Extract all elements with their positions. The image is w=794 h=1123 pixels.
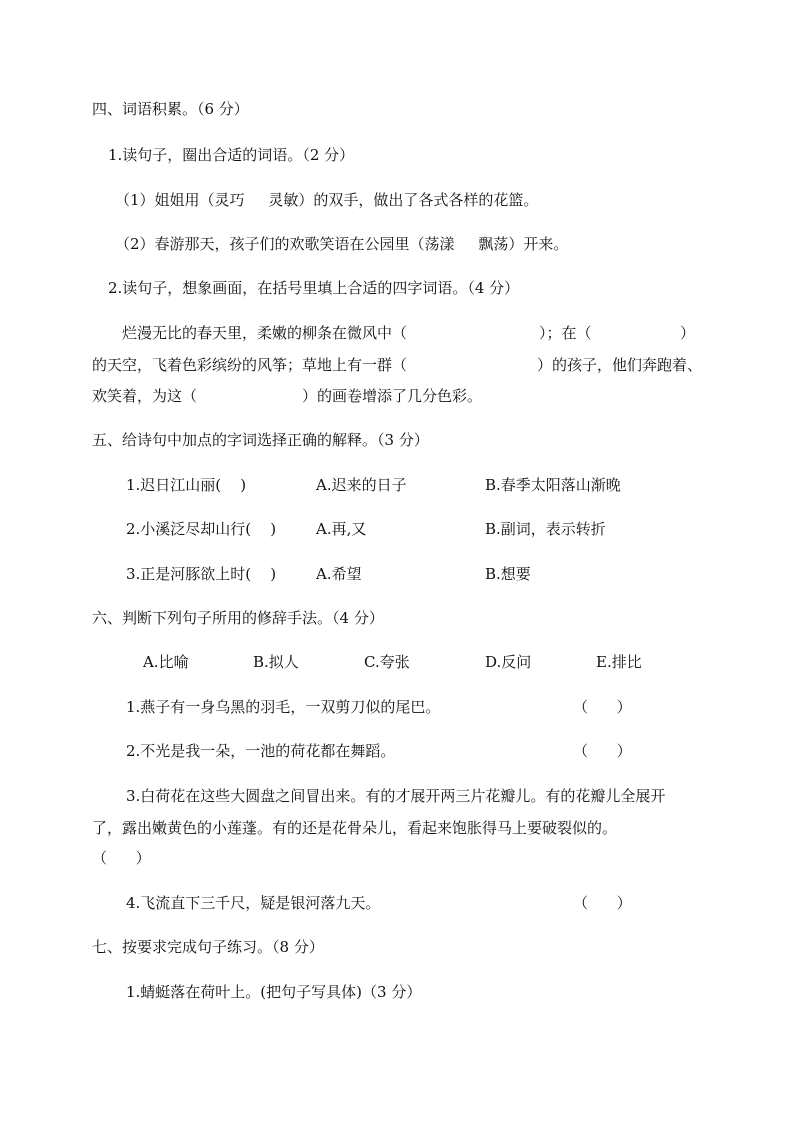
passage-line-3-b: ）的画卷增添了几分色彩。 xyxy=(302,387,483,405)
passage-line-1-a: 烂漫无比的春天里，柔嫩的柳条在微风中（ xyxy=(122,324,408,342)
question-7-1: 1.蜻蜓落在荷叶上。(把句子写具体)（3 分） xyxy=(126,983,422,1001)
passage-line-3-a: 欢笑着，为这（ xyxy=(92,387,198,405)
poem-item-1-option-b: B.春季太阳落山渐晚 xyxy=(485,476,621,494)
rhetoric-question-3-line-1: 3.白荷花在这些大圆盘之间冒出来。有的才展开两三片花瓣儿。有的花瓣儿全展开 xyxy=(126,787,666,805)
answer-bracket-1: （ ） xyxy=(573,698,632,716)
rhetoric-option-a: A.比喻 xyxy=(143,653,189,671)
poem-item-3-option-a: A.希望 xyxy=(316,565,362,583)
question-4-2: 2.读句子，想象画面，在括号里填上合适的四字词语。（4 分） xyxy=(108,279,520,297)
question-4-1-item-2: （2）春游那天，孩子们的欢歌笑语在公园里（荡漾 飘荡）开来。 xyxy=(115,235,569,253)
rhetoric-question-4: 4.飞流直下三千尺，疑是银河落九天。 xyxy=(126,894,381,912)
question-4-1-item-1: （1）姐姐用（灵巧 灵敏）的双手，做出了各式各样的花篮。 xyxy=(115,191,539,209)
answer-bracket-3: （ ） xyxy=(92,849,151,867)
answer-bracket-4: （ ） xyxy=(573,894,632,912)
poem-item-1-question: 1.迟日江山丽( ) xyxy=(126,476,247,494)
rhetoric-option-c: C.夸张 xyxy=(364,653,410,671)
poem-item-2-option-a: A.再,又 xyxy=(316,520,367,538)
section-7-title: 七、按要求完成句子练习。（8 分） xyxy=(92,938,324,956)
rhetoric-option-b: B.拟人 xyxy=(253,653,299,671)
answer-bracket-2: （ ） xyxy=(573,742,632,760)
question-4-1: 1.读句子，圈出合适的词语。（2 分） xyxy=(108,146,355,164)
rhetoric-question-2: 2.不光是我一朵，一池的荷花都在舞蹈。 xyxy=(126,742,396,760)
passage-line-2-a: 的天空，飞着色彩缤纷的风筝；草地上有一群（ xyxy=(92,356,408,374)
passage-line-1-c: ） xyxy=(680,324,696,342)
poem-item-3-option-b: B.想要 xyxy=(485,565,531,583)
poem-item-3-question: 3.正是河豚欲上时( ) xyxy=(126,565,277,583)
rhetoric-option-d: D.反问 xyxy=(485,653,532,671)
section-5-title: 五、给诗句中加点的字词选择正确的解释。（3 分） xyxy=(92,431,429,449)
rhetoric-option-e: E.排比 xyxy=(596,653,642,671)
passage-line-2-b: ）的孩子，他们奔跑着、 xyxy=(537,356,703,374)
poem-item-2-option-b: B.副词，表示转折 xyxy=(485,520,606,538)
poem-item-2-question: 2.小溪泛尽却山行( ) xyxy=(126,520,277,538)
section-6-title: 六、判断下列句子所用的修辞手法。（4 分） xyxy=(92,609,384,627)
section-4-title: 四、词语积累。（6 分） xyxy=(92,100,249,118)
passage-line-1-b: ）；在（ xyxy=(539,324,592,342)
rhetoric-question-1: 1.燕子有一身乌黑的羽毛，一双剪刀似的尾巴。 xyxy=(126,698,441,716)
poem-item-1-option-a: A.迟来的日子 xyxy=(316,476,407,494)
rhetoric-question-3-line-2: 了，露出嫩黄色的小莲蓬。有的还是花骨朵儿，看起来饱胀得马上要破裂似的。 xyxy=(92,819,618,837)
